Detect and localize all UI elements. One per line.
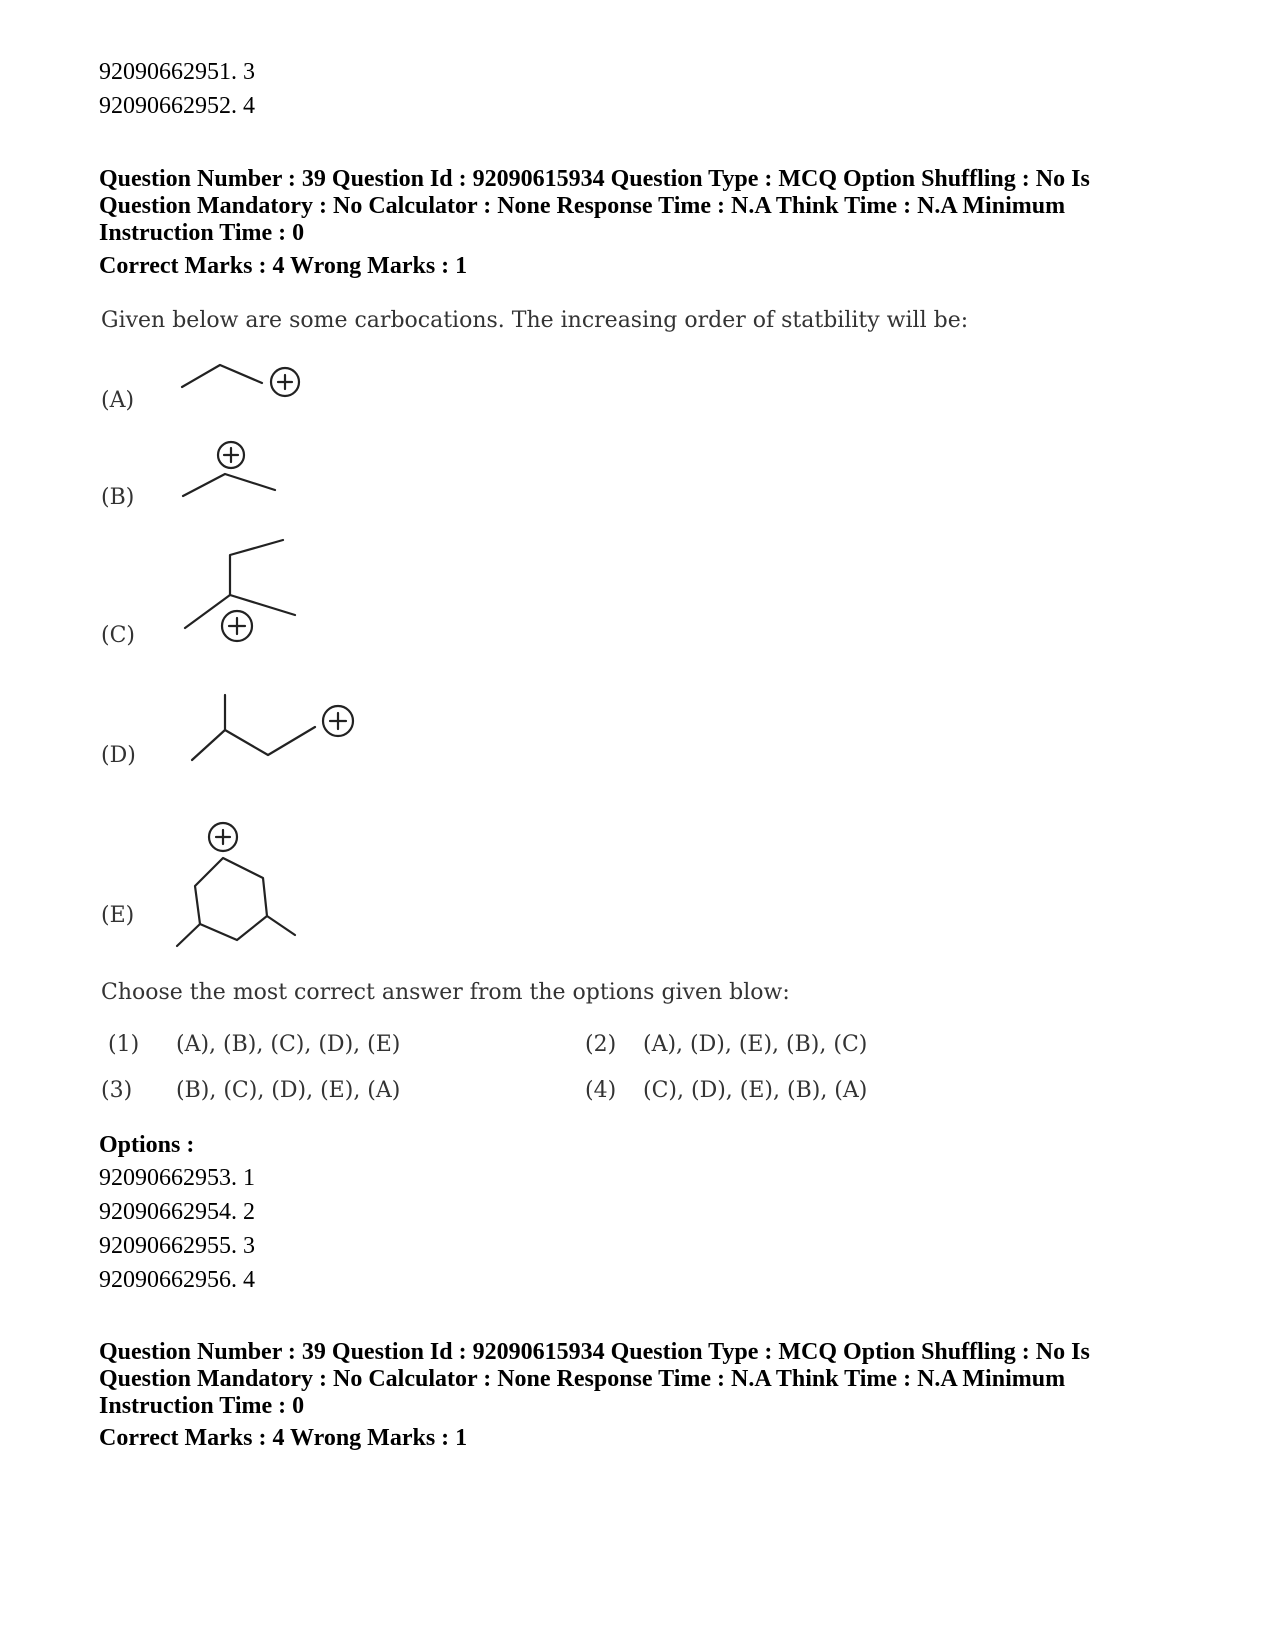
structure-label-a: (A)	[101, 388, 135, 413]
next-question-header-line1: Question Number : 39 Question Id : 92090615934 Question Type : MCQ Option Shuffling : No Is	[99, 1339, 1090, 1365]
answer-1-number: (1)	[108, 1032, 140, 1057]
answer-4-number: (4)	[585, 1078, 617, 1103]
answer-3-number: (3)	[101, 1078, 133, 1103]
marks-line: Correct Marks : 4 Wrong Marks : 1	[99, 253, 468, 279]
answer-2-number: (2)	[585, 1032, 617, 1057]
carbocation-b-structure	[175, 438, 295, 508]
answer-3-text: (B), (C), (D), (E), (A)	[176, 1078, 401, 1103]
answer-4-text: (C), (D), (E), (B), (A)	[643, 1078, 868, 1103]
option-1: 92090662953. 1	[99, 1165, 255, 1191]
prev-option-4: 92090662952. 4	[99, 93, 255, 119]
question-header-line3: Instruction Time : 0	[99, 220, 305, 246]
answer-2-text: (A), (D), (E), (B), (C)	[643, 1032, 868, 1057]
question-header-line1: Question Number : 39 Question Id : 92090615934 Question Type : MCQ Option Shuffling : No Is	[99, 166, 1090, 192]
structure-label-c: (C)	[101, 623, 135, 648]
question-header-line2: Question Mandatory : No Calculator : None Response Time : N.A Think Time : N.A Minimum	[99, 193, 1066, 219]
structure-label-e: (E)	[101, 903, 135, 928]
next-question-header-line2: Question Mandatory : No Calculator : None Response Time : N.A Think Time : N.A Minimum	[99, 1366, 1066, 1392]
option-4: 92090662956. 4	[99, 1267, 255, 1293]
structure-label-d: (D)	[101, 743, 136, 768]
next-marks-line: Correct Marks : 4 Wrong Marks : 1	[99, 1425, 468, 1451]
option-3: 92090662955. 3	[99, 1233, 255, 1259]
carbocation-c-structure	[175, 540, 315, 660]
question-prompt: Given below are some carbocations. The increasing order of statbility will be:	[101, 308, 969, 333]
choose-instruction: Choose the most correct answer from the options given blow:	[101, 980, 790, 1005]
answer-1-text: (A), (B), (C), (D), (E)	[176, 1032, 401, 1057]
carbocation-a-structure	[170, 355, 310, 415]
carbocation-e-structure	[175, 820, 315, 945]
options-heading: Options :	[99, 1132, 195, 1158]
prev-option-3: 92090662951. 3	[99, 59, 255, 85]
carbocation-d-structure	[190, 695, 370, 775]
option-2: 92090662954. 2	[99, 1199, 255, 1225]
next-question-header-line3: Instruction Time : 0	[99, 1393, 305, 1419]
structure-label-b: (B)	[101, 485, 135, 510]
